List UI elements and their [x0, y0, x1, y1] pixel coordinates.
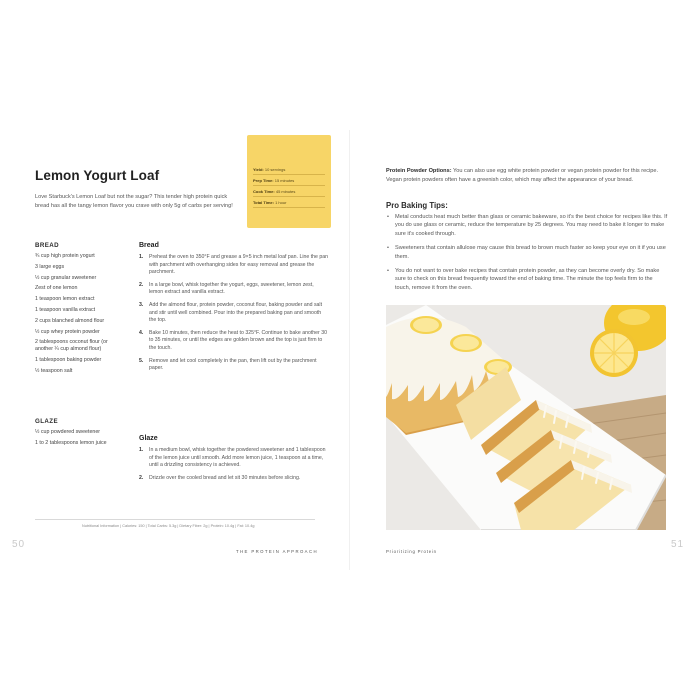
protein-powder-note: [386, 167, 668, 184]
ingredient-item: 3 large eggs: [35, 263, 65, 270]
pro-tips-heading: Pro Baking Tips:: [386, 201, 448, 210]
cook-time-label: Cook Time:: [253, 189, 275, 194]
ingredient-item: ½ teaspoon salt: [35, 367, 73, 374]
right-page-number: 51: [671, 539, 685, 550]
bread-ingredient-list: [35, 253, 125, 379]
cook-time-row: [253, 187, 325, 197]
step-item: [139, 447, 329, 470]
lemon-loaf-illustration: [386, 305, 666, 530]
ingredient-item: ¾ cup high protein yogurt: [35, 253, 95, 259]
step-text: Drizzle over the cooled bread and let sit 30 minutes before slicing.: [149, 474, 301, 481]
ingredient-item: 1 teaspoon lemon extract: [35, 296, 95, 303]
glaze-steps: [139, 447, 329, 487]
step-number: 1.: [139, 447, 144, 453]
step-item: [139, 254, 329, 277]
bread-ingredients-heading: BREAD: [35, 242, 60, 249]
total-time-row: [253, 198, 325, 208]
gutter: [349, 130, 350, 570]
step-item: [139, 302, 329, 325]
prep-time-label: Prep Time:: [253, 178, 274, 183]
prep-time-value: 15 minutes: [274, 178, 295, 183]
nutrition-info: Nutritional Information | Calories: 150 | Total Carbs: 5.3g | Dietary Fiber: 2g | Protein: 10.4g | Fat: 10.4g: [82, 524, 255, 528]
ingredient-item: ½ cup powdered sweetener: [35, 429, 101, 435]
step-number: 2.: [139, 474, 144, 481]
step-text: In a large bowl, whisk together the yogurt, eggs, sweetener, lemon zest, lemon extract and vanilla extract.: [149, 281, 314, 296]
step-number: 5.: [139, 357, 144, 364]
ingredient-item: 1 to 2 tablespoons lemon juice: [35, 439, 107, 446]
yield-value: 10 servings: [264, 167, 286, 172]
right-running-head: Prioritizing Protein: [386, 549, 437, 554]
pro-tips-list: [386, 213, 668, 298]
total-time-value: 1 hour: [275, 200, 287, 205]
ingredient-item: Zest of one lemon: [35, 285, 78, 292]
bread-steps: [139, 254, 329, 378]
left-page-number: 50: [12, 539, 26, 550]
ingredient-item: ½ cup granular sweetener: [35, 274, 97, 281]
glaze-ingredient-list: [35, 429, 125, 451]
left-running-head: THE PROTEIN APPROACH: [236, 549, 318, 554]
ingredient-item: 2 cups blanched almond flour: [35, 317, 105, 324]
ingredient-item: 1 teaspoon vanilla extract: [35, 306, 96, 313]
step-item: [139, 330, 329, 353]
glaze-ingredients-heading: GLAZE: [35, 418, 58, 425]
step-text: Remove and let cool completely in the pan, then lift out by the parchment paper.: [149, 357, 317, 372]
step-text: In a medium bowl, whisk together the powdered sweetener and 1 tablespoon of the lemon juice until smooth. Add more lemon juice, 1 teaspoon at a time, until a drizzling consistency is achieved.: [149, 447, 326, 469]
step-number: 4.: [139, 329, 144, 336]
ingredient-item: 1 tablespoon baking powder: [35, 357, 102, 364]
yield-card: [247, 135, 331, 228]
step-text: Bake 10 minutes, then reduce the heat to 325°F. Continue to bake another 30 to 35 minutes, or until the edges are golden brown and the top is just firm to the touch.: [149, 329, 327, 351]
ingredient-item: 2 tablespoons coconut flour (or another ¼ cup almond flour): [35, 339, 108, 353]
step-text: Preheat the oven to 350°F and grease a 9×5 inch metal loaf pan. Line the pan with parchment with overhanging sides for easy removal and grease the parchment.: [149, 254, 329, 276]
step-item: [139, 358, 329, 373]
lemon-loaf-photo: [386, 305, 666, 530]
glaze-method-heading: Glaze: [139, 435, 158, 442]
yield-row: [253, 165, 325, 175]
recipe-intro: Love Starbuck's Lemon Loaf but not the sugar? This tender high protein quick bread has all the tangy lemon flavor you crave with only 5g of carbs per serving!: [35, 194, 233, 209]
yield-label: Yield:: [253, 167, 264, 172]
tip-item: • Metal conducts heat much better than glass or ceramic bakeware, so it's the best choice for recipes like this. If you do use glass or ceramic, reduce the temperature by 25 degrees. You may need to bake it longer to make sure it's cooked through.: [386, 213, 668, 238]
total-time-label: Total Time:: [253, 200, 274, 205]
step-number: 3.: [139, 301, 144, 308]
step-item: [139, 282, 329, 297]
step-text: Add the almond flour, protein powder, coconut flour, baking powder and salt and stir until well combined. Pour into the prepared baking pan and smooth the top.: [149, 301, 323, 324]
ingredient-item: ½ cup whey protein powder: [35, 328, 100, 335]
bread-method-heading: Bread: [139, 242, 159, 249]
step-item: [139, 475, 329, 483]
step-number: 2.: [139, 281, 144, 288]
protein-powder-text: You can also use egg white protein powder or vegan protein powder for this recipe. Vegan protein powders often have a greenish color, which may affect the appearance of your bread.: [386, 168, 659, 183]
recipe-title: Lemon Yogurt Loaf: [35, 168, 160, 183]
prep-time-row: [253, 176, 325, 186]
tip-item: • Sweeteners that contain allulose may cause this bread to brown much faster so keep your eye on it if you use them.: [386, 244, 668, 261]
protein-powder-label: Protein Powder Options:: [386, 168, 452, 174]
nutrition-divider: [35, 519, 315, 520]
cook-time-value: 45 minutes: [275, 189, 296, 194]
tip-item: • You do not want to over bake recipes that contain protein powder, as they can become overly dry. So make sure to check on this bread frequently toward the end of baking time. The minute the top feels firm to the touch, remove it from the oven.: [386, 267, 668, 292]
step-number: 1.: [139, 254, 144, 260]
